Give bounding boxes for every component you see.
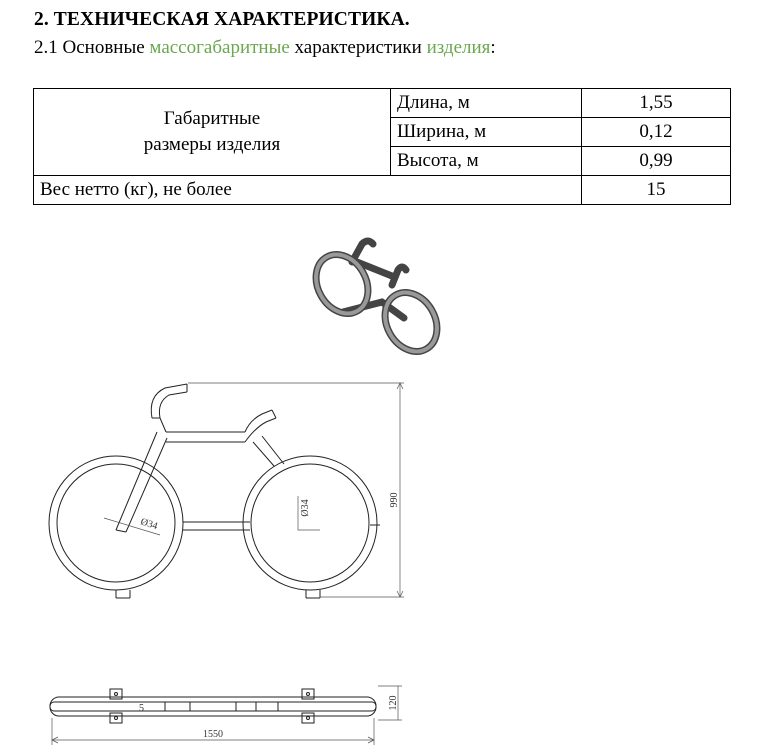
- value-width: 0,12: [582, 118, 731, 147]
- subheading-highlight-2: изделия: [426, 37, 491, 58]
- value-height: 0,99: [582, 147, 731, 176]
- param-width: Ширина, м: [391, 118, 582, 147]
- front-view: [49, 384, 380, 598]
- group-label-line1: Габаритные: [163, 108, 261, 129]
- top-view: [50, 689, 376, 723]
- dim-height: 990: [389, 492, 400, 508]
- section-heading: 2. ТЕХНИЧЕСКАЯ ХАРАКТЕРИСТИКА.: [34, 9, 410, 30]
- subheading-mid: характеристики: [289, 37, 427, 58]
- dim-tube-left: Ø34: [139, 516, 159, 533]
- param-height: Высота, м: [391, 147, 582, 176]
- dim-width: 120: [388, 695, 399, 711]
- group-label-line2: размеры изделия: [143, 134, 281, 155]
- isometric-view: [306, 241, 448, 361]
- subheading-suffix: :: [490, 37, 496, 58]
- subheading-highlight-1: массогабаритные: [149, 37, 290, 58]
- small-mark: 5: [139, 703, 144, 714]
- dim-tube-right: Ø34: [300, 499, 311, 517]
- weight-label: Вес нетто (кг), не более: [34, 176, 582, 205]
- value-length: 1,55: [582, 89, 731, 118]
- subheading-prefix: 2.1 Основные: [34, 37, 150, 58]
- weight-value: 15: [582, 176, 731, 205]
- param-length: Длина, м: [391, 89, 582, 118]
- dim-length: 1550: [203, 729, 223, 740]
